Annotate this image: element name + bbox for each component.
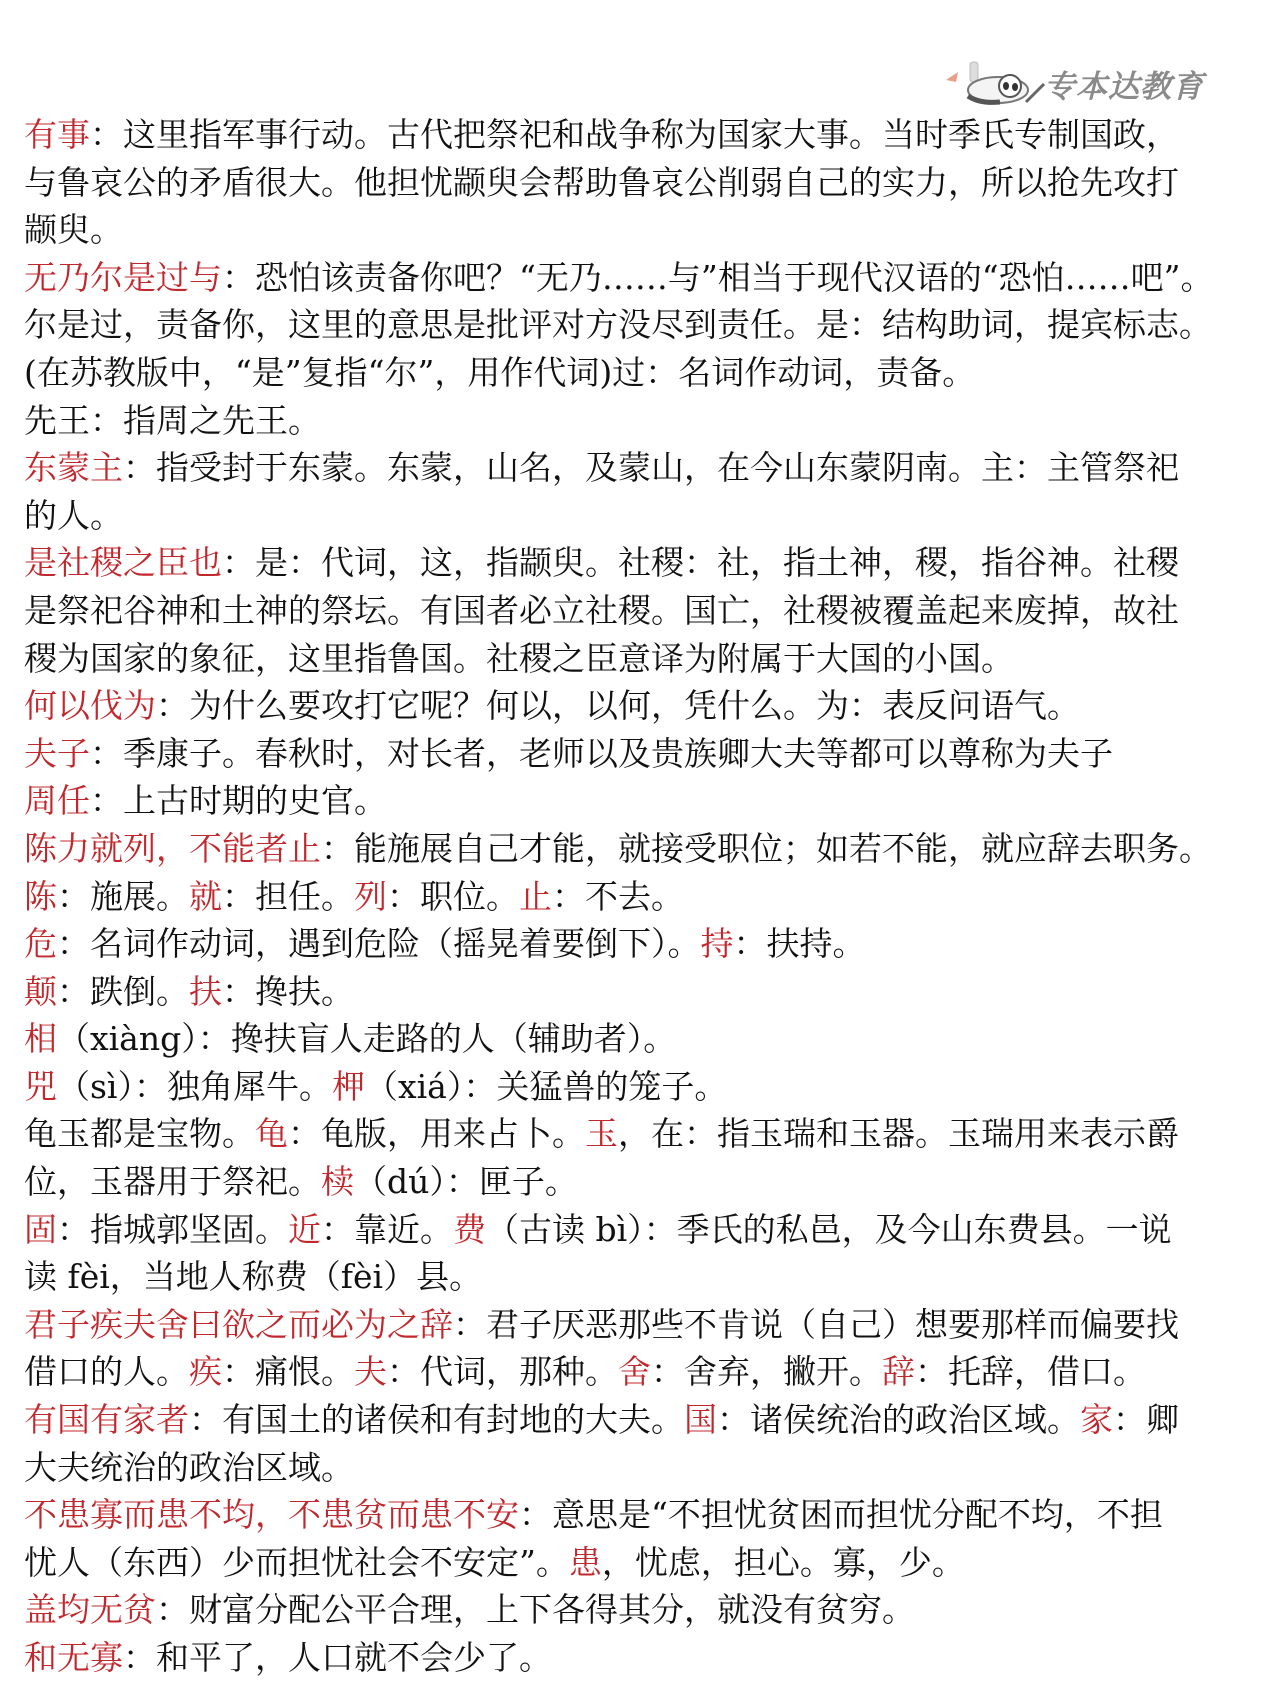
explanation-text: 的人。 <box>24 495 123 535</box>
term-highlight: 不患寡而患不均，不患贫而患不安 <box>24 1495 519 1535</box>
explanation-text: ：托辞，借口。 <box>915 1352 1146 1392</box>
term-highlight: 就 <box>189 876 222 916</box>
term-highlight: 玉 <box>585 1114 618 1154</box>
explanation-text: ：恐怕该责备你吧？“无乃……与”相当于现代汉语的“恐怕……吧”。 <box>222 257 1214 297</box>
term-highlight: 列 <box>354 876 387 916</box>
text-line <box>24 1158 1280 1206</box>
explanation-text: 位，玉器用于祭祀。 <box>24 1162 321 1202</box>
text-line <box>24 492 1280 540</box>
explanation-text: ：担任。 <box>222 876 354 916</box>
explanation-text: 借口的人。 <box>24 1352 189 1392</box>
brand-name: 专本达教育 <box>1044 68 1204 105</box>
term-highlight: 相 <box>24 1019 57 1059</box>
text-line <box>24 1110 1280 1158</box>
text-line <box>24 635 1280 683</box>
annotation-document <box>24 111 1280 1682</box>
explanation-text: ：诸侯统治的政治区域。 <box>717 1400 1080 1440</box>
term-highlight: 兕 <box>24 1066 57 1106</box>
explanation-text: ：舍弃，撇开。 <box>651 1352 882 1392</box>
text-line <box>24 1206 1280 1254</box>
explanation-text: ：靠近。 <box>321 1209 453 1249</box>
explanation-text: ：搀扶。 <box>222 971 354 1011</box>
term-highlight: 盖均无贫 <box>24 1590 156 1630</box>
explanation-text: ：为什么要攻打它呢？何以，以何，凭什么。为：表反问语气。 <box>156 686 1080 726</box>
term-highlight: 费 <box>453 1209 486 1249</box>
text-line <box>24 444 1280 492</box>
explanation-text: （xiàng）：搀扶盲人走路的人（辅助者）。 <box>57 1019 677 1059</box>
term-highlight: 夫 <box>354 1352 387 1392</box>
explanation-text: ：能施展自己才能，就接受职位；如若不能，就应辞去职务。 <box>321 828 1212 868</box>
text-line <box>24 1539 1280 1587</box>
explanation-text: ：指受封于东蒙。东蒙，山名，及蒙山，在今山东蒙阴南。主：主管祭祀 <box>123 448 1179 488</box>
explanation-text: 颛臾。 <box>24 210 123 250</box>
term-highlight: 家 <box>1080 1400 1113 1440</box>
term-highlight: 有国有家者 <box>24 1400 189 1440</box>
explanation-text: 忧人（东西）少而担忧社会不安定”。 <box>24 1542 569 1582</box>
explanation-text: (在苏教版中，“是”复指“尔”，用作代词)过：名词作动词，责备。 <box>24 352 976 392</box>
text-line <box>24 539 1280 587</box>
text-line <box>24 920 1280 968</box>
panda-logo-icon <box>940 58 1050 108</box>
term-highlight: 无乃尔是过与 <box>24 257 222 297</box>
term-highlight: 近 <box>288 1209 321 1249</box>
term-highlight: 陈 <box>24 876 57 916</box>
text-line <box>24 206 1280 254</box>
explanation-text: ：不去。 <box>552 876 684 916</box>
text-line <box>24 1634 1280 1682</box>
explanation-text: ：有国土的诸侯和有封地的大夫。 <box>189 1400 684 1440</box>
explanation-text: 是祭祀谷神和土神的祭坛。有国者必立社稷。国亡，社稷被覆盖起来废掉，故社 <box>24 590 1179 630</box>
explanation-text: ：财富分配公平合理，上下各得其分，就没有贫穷。 <box>156 1590 915 1630</box>
explanation-text: 稷为国家的象征，这里指鲁国。社稷之臣意译为附属于大国的小国。 <box>24 638 1014 678</box>
text-line <box>24 1063 1280 1111</box>
term-highlight: 止 <box>519 876 552 916</box>
text-line <box>24 730 1280 778</box>
explanation-text: ：跌倒。 <box>57 971 189 1011</box>
term-highlight: 持 <box>700 924 734 964</box>
explanation-text: （sì）：独角犀牛。 <box>57 1066 332 1106</box>
explanation-text: （古读 bì）：季氏的私邑，及今山东费县。一说 <box>486 1209 1172 1249</box>
explanation-text: ：代词，那种。 <box>387 1352 618 1392</box>
explanation-text: ：龟版，用来占卜。 <box>288 1114 585 1154</box>
text-line <box>24 1015 1280 1063</box>
text-line <box>24 682 1280 730</box>
explanation-text: ：意思是“不担忧贫困而担忧分配不均，不担 <box>519 1495 1163 1535</box>
term-highlight: 扶 <box>189 971 222 1011</box>
explanation-text: ：痛恨。 <box>222 1352 354 1392</box>
explanation-text: ：这里指军事行动。古代把祭祀和战争称为国家大事。当时季氏专制国政， <box>90 115 1179 154</box>
term-highlight: 疾 <box>189 1352 222 1392</box>
text-line <box>24 1586 1280 1634</box>
text-line <box>24 587 1280 635</box>
text-line <box>24 873 1280 921</box>
explanation-text: 与鲁哀公的矛盾很大。他担忧颛臾会帮助鲁哀公削弱自己的实力，所以抢先攻打 <box>24 162 1179 202</box>
term-highlight: 陈力就列，不能者止 <box>24 828 321 868</box>
term-highlight: 颠 <box>24 971 57 1011</box>
explanation-text: ：扶持。 <box>733 924 866 964</box>
explanation-text: ，在：指玉瑞和玉器。玉瑞用来表示爵 <box>618 1114 1179 1154</box>
text-line <box>24 1491 1280 1539</box>
text-line <box>24 777 1280 825</box>
term-highlight: 椟 <box>321 1162 354 1202</box>
term-highlight: 和无寡 <box>24 1638 123 1677</box>
explanation-text: （dú）：匣子。 <box>354 1162 578 1202</box>
text-line <box>24 301 1280 349</box>
term-highlight: 夫子 <box>24 733 90 773</box>
term-highlight: 有事 <box>24 115 90 154</box>
explanation-text: ：是：代词，这，指颛臾。社稷：社，指土神，稷，指谷神。社稷 <box>222 543 1179 583</box>
text-line <box>24 1253 1280 1301</box>
text-line <box>24 397 1280 445</box>
brand-logo <box>940 58 1204 108</box>
term-highlight: 固 <box>24 1209 57 1249</box>
text-line <box>24 968 1280 1016</box>
explanation-text: ：卿 <box>1113 1400 1179 1440</box>
term-highlight: 危 <box>24 924 57 964</box>
text-line <box>24 159 1280 207</box>
explanation-text: ：季康子。春秋时，对长者，老师以及贵族卿大夫等都可以尊称为夫子 <box>90 733 1113 773</box>
explanation-text: 先王：指周之先王。 <box>24 400 321 440</box>
term-highlight: 东蒙主 <box>24 448 123 488</box>
explanation-text: ，忧虑，担心。寡，少。 <box>601 1542 965 1582</box>
explanation-text: （xiá）：关猛兽的笼子。 <box>365 1066 728 1106</box>
explanation-text: ：施展。 <box>57 876 189 916</box>
term-highlight: 辞 <box>882 1352 915 1392</box>
explanation-text: ：名词作动词，遇到危险（摇晃着要倒下）。 <box>57 924 701 964</box>
term-highlight: 周任 <box>24 781 90 821</box>
text-line <box>24 825 1280 873</box>
explanation-text: 读 fèi，当地人称费（fèi）县。 <box>24 1257 483 1297</box>
text-line <box>24 1444 1280 1492</box>
text-line <box>24 1396 1280 1444</box>
explanation-text: ：职位。 <box>387 876 519 916</box>
explanation-text: ：指城郭坚固。 <box>57 1209 288 1249</box>
text-line <box>24 254 1280 302</box>
text-line <box>24 111 1280 159</box>
explanation-text: 尔是过，责备你，这里的意思是批评对方没尽到责任。是：结构助词，提宾标志。 <box>24 305 1212 345</box>
text-line <box>24 1301 1280 1349</box>
term-highlight: 是社稷之臣也 <box>24 543 222 583</box>
term-highlight: 君子疾夫舍曰欲之而必为之辞 <box>24 1304 453 1344</box>
term-highlight: 患 <box>568 1542 602 1582</box>
term-highlight: 柙 <box>332 1066 365 1106</box>
term-highlight: 舍 <box>618 1352 651 1392</box>
explanation-text: ：上古时期的史官。 <box>90 781 387 821</box>
explanation-text: ：君子厌恶那些不肯说（自己）想要那样而偏要找 <box>453 1304 1179 1344</box>
term-highlight: 何以伐为 <box>24 686 156 726</box>
text-line <box>24 1348 1280 1396</box>
explanation-text: ：和平了，人口就不会少了。 <box>123 1638 552 1677</box>
term-highlight: 国 <box>684 1400 717 1440</box>
term-highlight: 龟 <box>255 1114 288 1154</box>
text-line <box>24 349 1280 397</box>
explanation-text: 龟玉都是宝物。 <box>24 1114 255 1154</box>
explanation-text: 大夫统治的政治区域。 <box>24 1447 354 1487</box>
